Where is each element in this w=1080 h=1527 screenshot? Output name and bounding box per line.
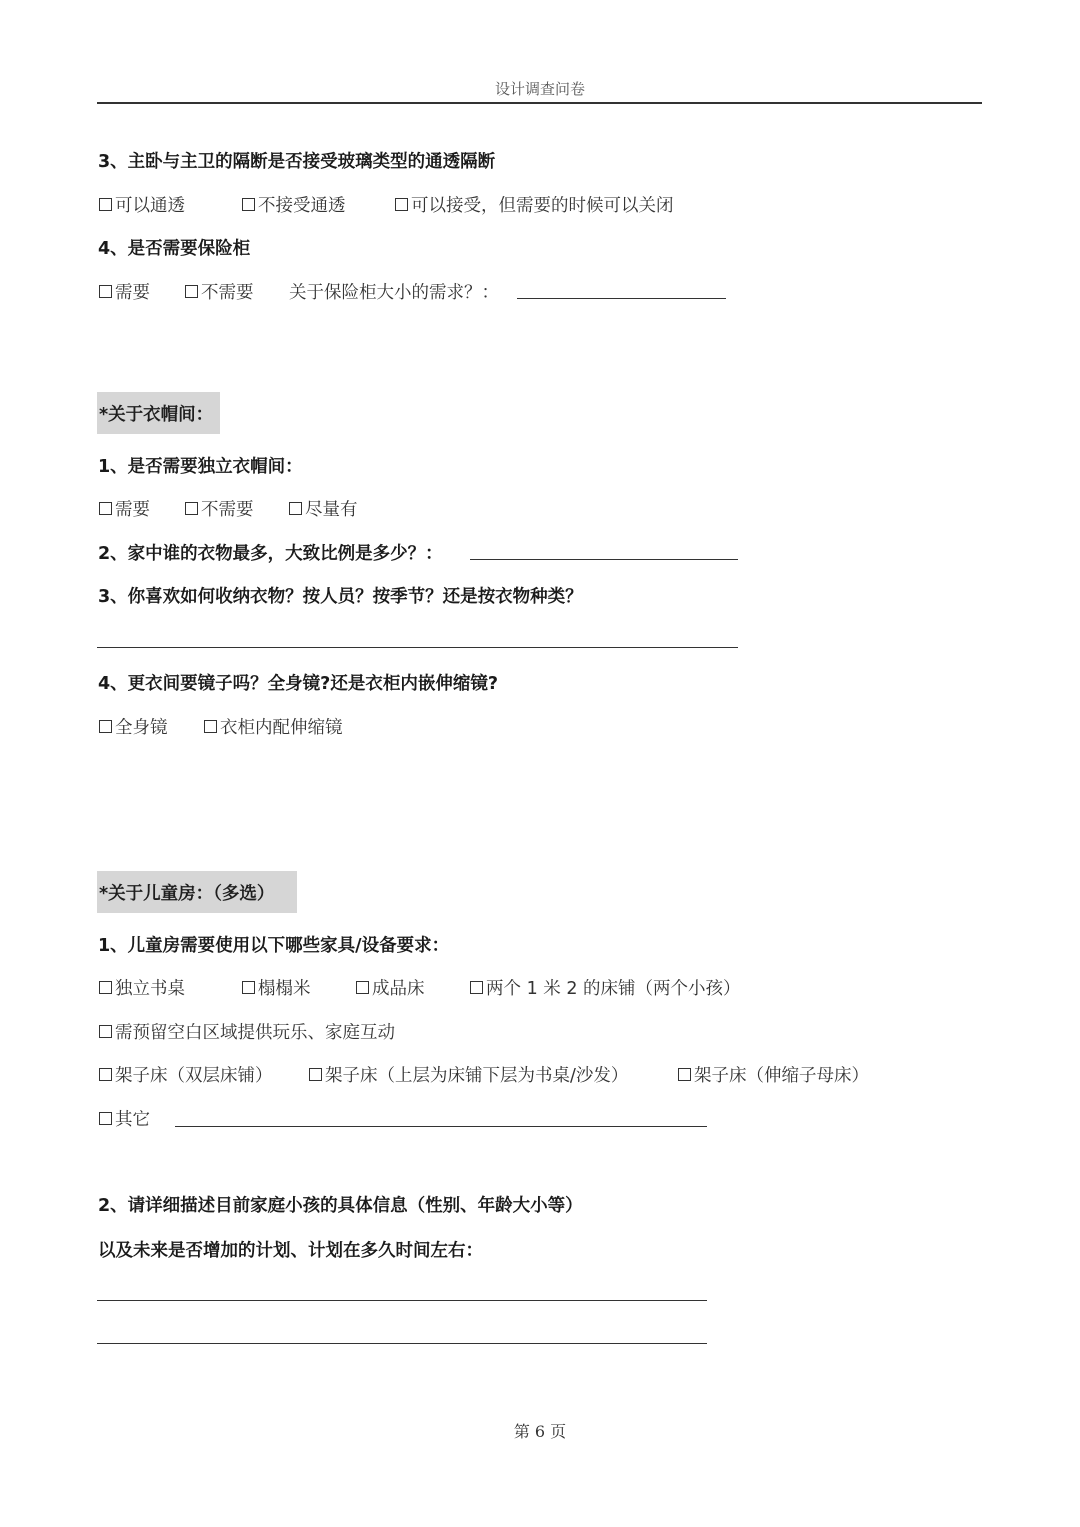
option-other[interactable]: 其它 [99,1106,150,1131]
safe-size-label: 关于保险柜大小的需求？： [289,283,499,303]
clothing-ratio-answer-line[interactable] [470,559,738,560]
question-kids-info: 2、请详细描述目前家庭小孩的具体信息（性别、年龄大小等） [98,1196,583,1216]
checkbox-icon[interactable] [99,1112,112,1125]
kids-info-answer-line-2[interactable] [97,1343,707,1344]
option-ready-bed[interactable]: 成品床 [356,975,425,1000]
option-closable[interactable]: 可以接受，但需要的时候可以关闭 [395,192,674,217]
page-header-title: 设计调查问卷 [494,80,585,98]
question-partition: 3、主卧与主卫的隔断是否接受玻璃类型的通透隔断 [98,152,496,172]
safe-size-answer-line[interactable] [517,298,726,299]
checkbox-icon[interactable] [678,1068,691,1081]
section-heading-closet: *关于衣帽间： [97,392,220,434]
option-closet-yes[interactable]: 需要 [99,496,150,521]
option-safe-no[interactable]: 不需要 [185,279,254,304]
checkbox-icon[interactable] [99,198,112,211]
question-clothing-ratio: 2、家中谁的衣物最多，大致比例是多少？： [98,544,443,564]
option-transparent[interactable]: 可以通透 [99,192,185,217]
checkbox-icon[interactable] [204,720,217,733]
option-two-beds[interactable]: 两个 1 米 2 的床铺（两个小孩） [470,975,741,1000]
checkbox-icon[interactable] [309,1068,322,1081]
page-number: 第 6 页 [513,1422,567,1441]
checkbox-icon[interactable] [99,1068,112,1081]
option-loft-bed[interactable]: 架子床（上层为床铺下层为书桌/沙发） [309,1062,628,1087]
option-retractable-mirror[interactable]: 衣柜内配伸缩镜 [204,714,343,739]
checkbox-icon[interactable] [356,981,369,994]
checkbox-icon[interactable] [99,285,112,298]
checkbox-icon[interactable] [242,198,255,211]
storage-method-answer-line[interactable] [97,647,738,648]
other-answer-line[interactable] [175,1126,707,1127]
question-kids-plan: 以及未来是否增加的计划、计划在多久时间左右： [98,1241,483,1261]
option-full-mirror[interactable]: 全身镜 [99,714,168,739]
checkbox-icon[interactable] [99,502,112,515]
checkbox-icon[interactable] [99,981,112,994]
question-mirror: 4、更衣间要镜子吗？全身镜?还是衣柜内嵌伸缩镜? [98,674,498,694]
option-safe-yes[interactable]: 需要 [99,279,150,304]
checkbox-icon[interactable] [185,285,198,298]
option-trundle-bed[interactable]: 架子床（伸缩子母床） [678,1062,869,1087]
option-desk[interactable]: 独立书桌 [99,975,185,1000]
option-play-area[interactable]: 需预留空白区域提供玩乐、家庭互动 [99,1019,395,1044]
option-tatami[interactable]: 榻榻米 [242,975,311,1000]
checkbox-icon[interactable] [185,502,198,515]
option-closet-no[interactable]: 不需要 [185,496,254,521]
checkbox-icon[interactable] [395,198,408,211]
checkbox-icon[interactable] [289,502,302,515]
checkbox-icon[interactable] [99,720,112,733]
kids-info-answer-line-1[interactable] [97,1300,707,1301]
option-bunk-bed[interactable]: 架子床（双层床铺） [99,1062,273,1087]
question-closet-need: 1、是否需要独立衣帽间： [98,457,303,477]
section-heading-kids-room: *关于儿童房：（多选） [97,871,297,913]
question-safe: 4、是否需要保险柜 [98,239,251,259]
question-kids-furniture: 1、儿童房需要使用以下哪些家具/设备要求： [98,936,450,956]
option-closet-preferably[interactable]: 尽量有 [289,496,358,521]
checkbox-icon[interactable] [470,981,483,994]
question-storage-method: 3、你喜欢如何收纳衣物？按人员？按季节？还是按衣物种类？ [98,587,583,607]
option-not-transparent[interactable]: 不接受通透 [242,192,346,217]
checkbox-icon[interactable] [99,1025,112,1038]
checkbox-icon[interactable] [242,981,255,994]
header-divider [97,102,982,104]
